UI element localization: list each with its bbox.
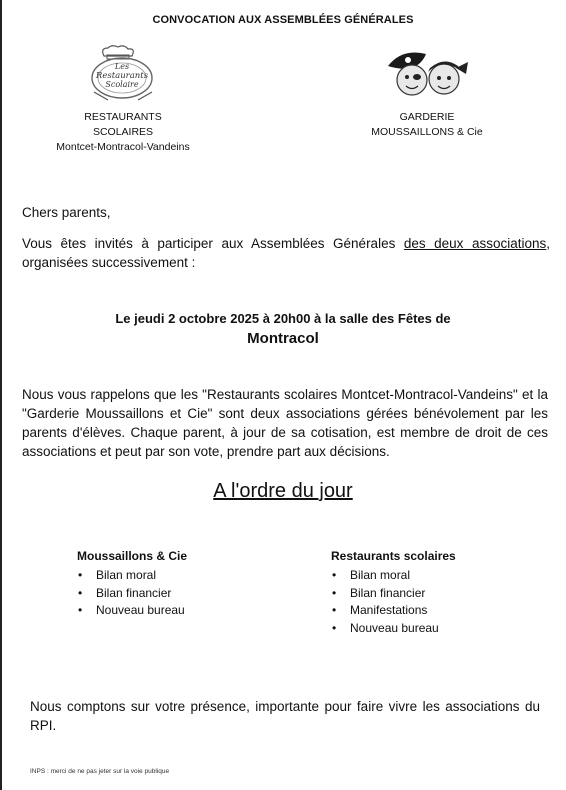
agenda-title: A l'ordre du jour [213,480,353,502]
closing-paragraph: Nous comptons sur votre présence, importante pour faire vivre les associations du RPI. [30,699,540,733]
agenda-right-heading: Restaurants scolaires [331,549,456,563]
list-item: • Nouveau bureau [77,602,277,620]
org-left-line2: SCOLAIRES [92,126,154,138]
logo-text-restaurants: Restaurants [95,71,149,81]
org-garderie [352,110,502,140]
reminder-paragraph: Nous vous rappelons que les "Restaurants scolaires Montcet-Montracol-Vandeins" et la "Garderie Moussaillons et Cie" sont deux associations gérées bénévolement par les parents d'élèves. Chaque parent, à jour de sa cotisation, est membre de droit de ces associations et peut par son vote, prendre part aux décisions. [22,387,548,459]
meeting-location: Montracol [247,330,319,347]
list-item: • Bilan moral [77,567,277,585]
agenda-left-heading: Moussaillons & Cie [77,549,188,563]
page-left-border [0,0,2,790]
agenda-left-list [77,567,277,620]
meeting-date-line: Le jeudi 2 octobre 2025 à 20h00 à la salle des Fêtes de [115,311,451,326]
list-item: • Nouveau bureau [331,620,531,638]
org-restaurants-scolaires [30,110,216,155]
org-left-line3: Montcet-Montracol-Vandeins [56,141,190,153]
agenda-column-moussaillons [77,549,277,620]
document-title: CONVOCATION AUX ASSEMBLÉES GÉNÉRALES [152,14,414,26]
intro-paragraph [22,234,550,272]
org-left-line1: RESTAURANTS [84,111,162,123]
agenda-right-list [331,567,531,637]
agenda-column-restaurants [331,549,531,637]
logo-text-les: Les [114,62,130,71]
org-right-line2: MOUSSAILLONS & Cie [371,126,483,138]
greeting: Chers parents, [22,205,111,220]
footer-note: INPS : merci de ne pas jeter sur la voie publique [30,768,170,775]
list-item: • Manifestations [331,602,531,620]
logo-text-scolaire: Scolaire [105,80,139,89]
list-item: • Bilan moral [331,567,531,585]
intro-text-before: Vous êtes invités à participer aux Assemblées Générales [22,236,404,251]
pirate-children-logo [382,46,472,102]
intro-underlined-text: des deux associations [403,236,547,251]
restaurants-scolaires-logo [86,44,160,104]
org-right-line1: GARDERIE [399,111,455,123]
list-item: • Bilan financier [331,585,531,603]
intro-text-after: , organisées successivement : [22,236,550,270]
list-item: • Bilan financier [77,585,277,603]
